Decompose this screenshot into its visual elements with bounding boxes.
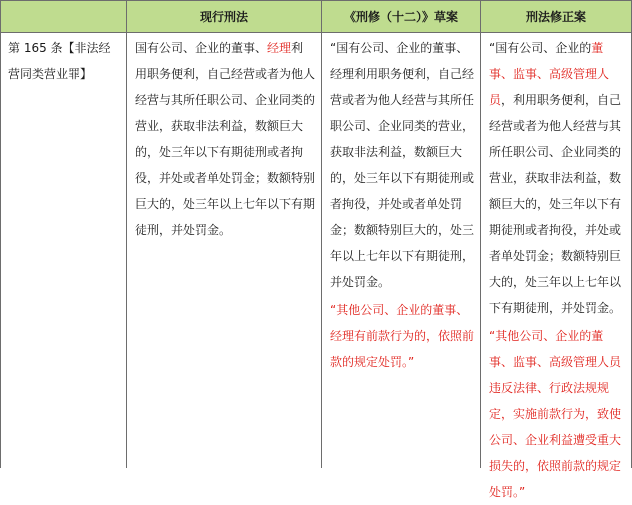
cell-current-law bbox=[127, 33, 322, 468]
draft-para-2: “其他公司、企业的董事、经理有前款行为的，依照前款的规定处罚。” bbox=[330, 303, 475, 369]
cell-amendment bbox=[481, 33, 632, 499]
header-article bbox=[0, 0, 127, 33]
header-current-law: 现行刑法 bbox=[127, 0, 322, 33]
amendment-para-1: “国有公司、企业的董事、监事、高级管理人员，利用职务便利，自己经营或者为他人经营与其所任职公司、企业同类的营业，获取非法利益，数额巨大的，处三年以下有期徒刑或者拘役，并处或者单处罚金；数额特别巨大的，处三年以上七年以下有期徒刑，并处罚金。 bbox=[489, 41, 622, 315]
draft-para-1: “国有公司、企业的董事、经理利用职务便利，自己经营或者为他人经营与其所任职公司、企业同类的营业，获取非法利益，数额巨大的，处三年以下有期徒刑或者拘役，并处或者单处罚金；数额特别巨大的，处三年以上七年以下有期徒刑，并处罚金。 bbox=[330, 41, 475, 289]
current-law-text: 国有公司、企业的董事、经理利用职务便利，自己经营或者为他人经营与其所任职公司、企业同类的营业，获取非法利益，数额巨大的，处三年以下有期徒刑或者拘役，并处或者单处罚金；数额特别巨大的，处三年以上七年以下有期徒刑，并处罚金。 bbox=[135, 41, 316, 237]
cell-article: 第 165 条【非法经营同类营业罪】 bbox=[0, 33, 127, 468]
header-amendment: 刑法修正案 bbox=[481, 0, 632, 33]
header-draft: 《刑修（十二）》草案 bbox=[322, 0, 481, 33]
cell-draft bbox=[322, 33, 481, 468]
amendment-para-2: “其他公司、企业的董事、监事、高级管理人员违反法律、行政法规规定，实施前款行为，致使公司、企业利益遭受重大损失的，依照前款的规定处罚。” bbox=[489, 329, 622, 499]
